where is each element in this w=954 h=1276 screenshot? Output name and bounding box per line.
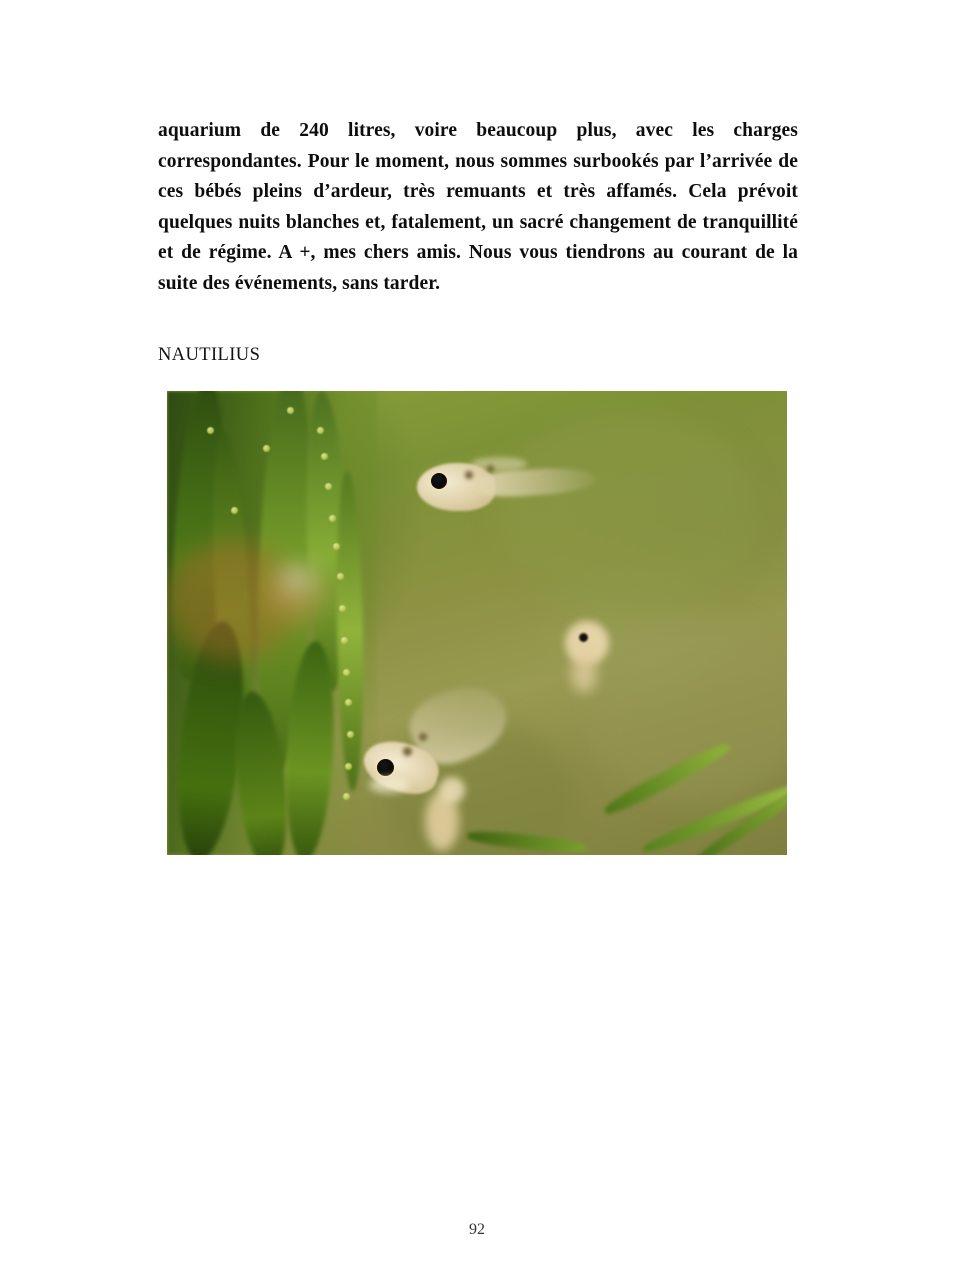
fish-fry-lower bbox=[363, 681, 503, 811]
fish-tail-blur bbox=[571, 653, 597, 693]
fish-spot bbox=[403, 747, 412, 756]
body-paragraph: aquarium de 240 litres, voire beaucoup plus, avec les charges correspondantes. Pour le moment, nous sommes surbookés par l’arrivée de ces bébés pleins d’ardeur, très remuants et très affamés. Cela prévoit quelques nuits blanches et, fatalement, un sacré changement de tranquillité et de régime. A +, mes chers amis. Nous vous tiendrons au courant de la suite des événements, sans tarder. bbox=[158, 120, 798, 294]
plant-bead bbox=[345, 763, 352, 770]
plant-bead bbox=[339, 605, 346, 612]
fish-eye bbox=[431, 473, 447, 489]
plant-bead bbox=[287, 407, 294, 414]
fish-spot bbox=[487, 465, 494, 472]
substrate-blur bbox=[279, 567, 315, 591]
plant-bead bbox=[325, 483, 332, 490]
fish-fin bbox=[471, 457, 527, 471]
plant-bead bbox=[347, 731, 354, 738]
figure-photograph bbox=[167, 391, 787, 855]
plant-bead bbox=[317, 427, 324, 434]
fish-eye bbox=[377, 759, 394, 776]
plant-bead bbox=[341, 637, 348, 644]
fish-spot bbox=[419, 733, 427, 741]
fish-fry-middle bbox=[559, 617, 619, 693]
plant-bead bbox=[321, 453, 328, 460]
plant-bead bbox=[343, 669, 350, 676]
plant-bead bbox=[329, 515, 336, 522]
page-number: 92 bbox=[469, 1221, 485, 1238]
fish-spot bbox=[465, 471, 473, 479]
fish-eye bbox=[579, 633, 588, 642]
fish-fry-upper bbox=[417, 449, 607, 521]
plant-bead bbox=[337, 573, 344, 580]
plant-bead bbox=[343, 793, 350, 800]
fish-belly-highlight bbox=[369, 777, 409, 793]
plant-bead bbox=[231, 507, 238, 514]
plant-bead bbox=[207, 427, 214, 434]
plant-bead bbox=[345, 699, 352, 706]
plant-bead bbox=[333, 543, 340, 550]
author-byline: NAUTILIUS bbox=[158, 345, 261, 365]
plant-bead bbox=[263, 445, 270, 452]
